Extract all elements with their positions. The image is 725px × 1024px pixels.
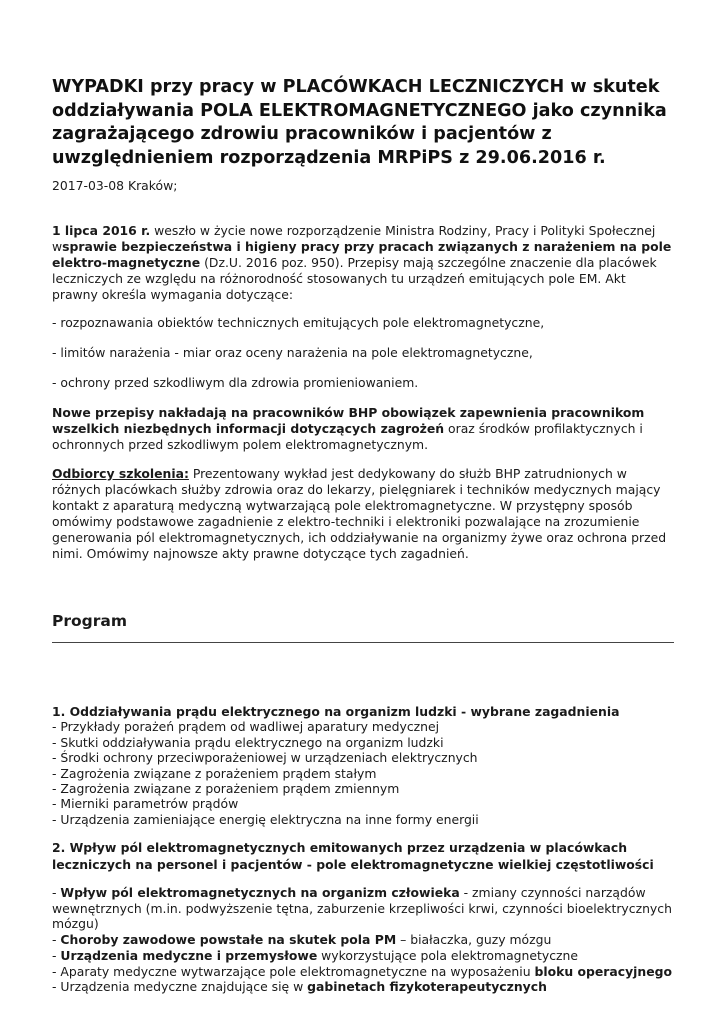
list-item: - Mierniki parametrów prądów	[52, 796, 239, 812]
list-item: - Skutki oddziaływania prądu elektrycznego na organizm ludzki	[52, 734, 444, 750]
requirement-item: - limitów narażenia - miar oraz oceny narażenia na pole elektromagnetyczne,	[52, 345, 533, 360]
intro-date: 1 lipca 2016 r.	[52, 223, 151, 238]
list-item: - Urządzenia medyczne i przemysłowe wykorzystujące pola elektromagnetyczne	[52, 947, 578, 963]
list-item: - Wpływ pól elektromagnetycznych na organizm człowieka - zmiany czynności narządów wewnętrznych (m.in. podwyższenie tętna, zaburzenie krzepliwości krwi, czynności bioelektrycznych mózgu)	[52, 885, 672, 932]
intro-paragraph	[52, 223, 674, 303]
section-2-title: 2. Wpływ pól elektromagnetycznych emitowanych przez urządzenia w placówkach leczniczych na personel i pacjentów - pole elektromagnetyczne wielkiej częstotliwości	[52, 840, 654, 872]
list-item: - Przykłady porażeń prądem od wadliwej aparatury medycznej	[52, 719, 440, 735]
section-divider	[52, 642, 674, 643]
list-item: - Zagrożenia związane z porażeniem prądem stałym	[52, 765, 377, 781]
obligation-paragraph	[52, 405, 674, 453]
list-item: - Środki ochrony przeciwporażeniowej w urządzeniach elektrycznych	[52, 750, 478, 766]
requirement-item: - rozpoznawania obiektów technicznych emitujących pole elektromagnetyczne,	[52, 315, 545, 330]
intro-text-2: (Dz.U. 2016 poz. 950). Przepisy mają szczególne znaczenie dla placówek leczniczych ze względu na różnorodność stosowanych tu urządzeń emitujących pole EM. Akt prawny określa wymagania dotyczące:	[52, 255, 657, 302]
intro-regulation-title: sprawie bezpieczeństwa i higieny pracy przy pracach związanych z narażeniem na pole elektro-magnetyczne	[52, 239, 672, 270]
section-2-list	[52, 885, 674, 995]
audience-text: Prezentowany wykład jest dedykowany do służb BHP zatrudnionych w różnych placówkach służby zdrowia oraz do lekarzy, pielęgniarek i techników medycznych mający kontakt z aparaturą medyczną wytwarzającą pole elektromagnetyczne. W przystępny sposób omówimy podstawowe zagadnienie z elektro-techniki i elektroniki pozwalające na zrozumienie generowania pól elektromagnetycznych, ich oddziaływanie na organizmy żywe oraz ochrona przed nimi. Omówimy najnowsze akty prawne dotyczące tych zagadnień.	[52, 466, 667, 561]
audience-paragraph	[52, 466, 674, 562]
section-1-list	[52, 719, 674, 827]
list-item: - Urządzenia medyczne znajdujące się w gabinetach fizykoterapeutycznych	[52, 979, 547, 995]
list-item: - Aparaty medyczne wytwarzające pole elektromagnetyczne na wyposażeniu bloku operacyjnego	[52, 963, 673, 979]
date-place: 2017-03-08 Kraków;	[52, 178, 178, 193]
requirement-item: - ochrony przed szkodliwym dla zdrowia promieniowaniem.	[52, 375, 419, 390]
intro-text-1: weszło w życie nowe rozporządzenie Ministra Rodziny, Pracy i Polityki Społecznej w	[52, 223, 656, 254]
obligation-bold: Nowe przepisy nakładają na pracowników BHP obowiązek zapewnienia pracownikom wszelkich niezbędnych informacji dotyczących zagrożeń	[52, 405, 645, 436]
document-title: WYPADKI przy pracy w PLACÓWKACH LECZNICZYCH w skutek oddziaływania POLA ELEKTROMAGNETYCZNEGO jako czynnika zagrażającego zdrowiu pracowników i pacjentów z uwzględnieniem rozporządzenia MRPiPS z 29.06.2016 r.	[52, 77, 667, 168]
audience-label: Odbiorcy szkolenia:	[52, 466, 189, 481]
obligation-text: oraz środków profilaktycznych i ochronnych przed szkodliwym polem elektromagnetycznym.	[52, 421, 643, 452]
program-heading: Program	[52, 612, 128, 630]
list-item: - Zagrożenia związane z porażeniem prądem zmiennym	[52, 781, 400, 797]
section-1-title: 1. Oddziaływania prądu elektrycznego na organizm ludzki - wybrane zagadnienia	[52, 704, 620, 719]
list-item: - Choroby zawodowe powstałe na skutek pola PM – białaczka, guzy mózgu	[52, 932, 552, 948]
list-item: - Urządzenia zamieniające energię elektryczna na inne formy energii	[52, 811, 479, 827]
